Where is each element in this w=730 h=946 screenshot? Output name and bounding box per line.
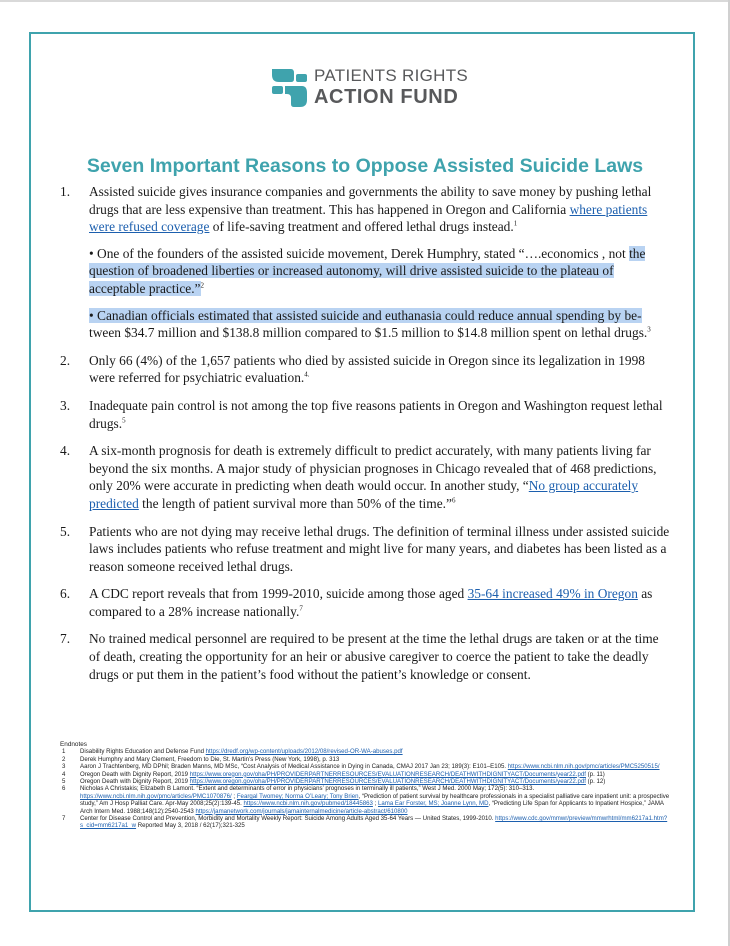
endnote-4 [60, 771, 672, 778]
reason-5 [60, 523, 673, 576]
reason-number: 5. [60, 523, 71, 539]
footnote-ref: 6 [451, 496, 456, 505]
endnote-text: Aaron J Trachtenberg, MD DPhil; Braden Manns, MD MSc, “Cost Analysis of Medical Assistance in Dying in Canada, CMAJ 2017 Jan 23; 189(3): E101–E105. [80, 763, 508, 771]
endnote-link[interactable]: https://www.ncbi.nlm.nih.gov/pmc/articles/PMC1070876/ [80, 792, 232, 800]
reason-number: 2. [60, 352, 71, 368]
endnote-link[interactable]: https://jamanetwork.com/journals/jamainternalmedicine/article-abstract/610800 [195, 807, 408, 815]
endnote-text: ; [372, 800, 378, 808]
endnote-2 [60, 756, 672, 763]
footnote-ref: 7 [299, 604, 303, 613]
footnote-ref: 3 [647, 325, 651, 334]
endnote-7 [60, 815, 672, 830]
endnotes-heading: Endnotes [60, 741, 88, 748]
reason-number: 7. [60, 631, 71, 647]
footnote-ref: 1 [513, 219, 518, 228]
footnote-ref: 5 [122, 416, 126, 425]
reason-text: of life-saving treatment and offered lethal drugs instead. [209, 219, 514, 235]
reason-6 [60, 585, 673, 620]
reason-2 [60, 352, 673, 387]
endnote-text: (p. 11) [585, 770, 605, 778]
logo-line1: PATIENTS RIGHTS [314, 66, 469, 85]
endnote-number: 4 [62, 770, 66, 778]
endnote-number: 3 [62, 763, 66, 771]
sub-point-canada [89, 307, 673, 342]
endnote-text: Center for Disease Control and Prevention, Morbidity and Mortality Weekly Report: Suicide Among Adults Aged 35-64 Years — United States, 1999-2010. [80, 815, 496, 823]
endnote-link[interactable]: Feargal Twomey; Norma O’Leary; Tony Brien [236, 792, 359, 800]
highlighted-text: Canadian officials estimated that assisted suicide and euthanasia could reduce annual spending by be- [93, 307, 642, 323]
refused-coverage-link[interactable]: where patients were refused coverage [89, 201, 648, 235]
footnote-ref: 4. [304, 370, 310, 379]
reason-text: No trained medical personnel are required to be present at the time the lethal drugs are taken or at the time of death, creating the opportunity for an heir or abusive caregiver to coerce the patient to take the deadly drugs or put them in the patient’s food without the patient’s knowledge or consent. [89, 631, 659, 682]
endnote-text: Reported May 3, 2018 / 62(17);321-325 [136, 822, 245, 830]
reason-3 [60, 397, 673, 432]
endnote-text: Disability Rights Education and Defense Fund [80, 748, 206, 756]
endnote-text: , “Predicting Life Span for Applicants to Inpatient Hospice,” JAMA Arch Intern Med. 1988;148(12):2540-2543 [80, 800, 664, 815]
highlighted-text: the question of broadened liberties or increased autonomy, will drive assisted suicide to the plateau of acceptable practice.” [89, 245, 646, 296]
reasons-list [60, 183, 673, 693]
endnote-number: 1 [62, 748, 66, 756]
top-edge [0, 0, 730, 2]
endnotes [60, 741, 672, 830]
endnote-text: (p. 12) [585, 778, 606, 786]
cdc-oregon-link[interactable]: 35-64 increased 49% in Oregon [467, 586, 638, 602]
reason-text: Assisted suicide gives insurance companies and governments the ability to save money by pushing lethal drugs that are less expensive than treatment. This has happened in Oregon and California [89, 184, 652, 217]
sub-point-text: One of the founders of the assisted suicide movement, Derek Humphry, stated “….economics , not [93, 245, 630, 261]
endnote-1 [60, 748, 672, 755]
endnote-link[interactable]: https://dredf.org/wp-content/uploads/2012/08/revised-OR-WA-abuses.pdf [205, 748, 403, 756]
reason-1 [60, 183, 673, 342]
endnote-text: ; [231, 792, 237, 800]
endnote-number: 6 [62, 785, 66, 793]
logo-line2: ACTION FUND [314, 86, 459, 108]
reason-text: A CDC report reveals that from 1999-2010, suicide among those aged [89, 586, 468, 602]
document-title: Seven Important Reasons to Oppose Assisted Suicide Laws [86, 155, 644, 177]
reason-text: Only 66 (4%) of the 1,657 patients who died by assisted suicide in Oregon since its legalization in 1998 were referred for psychiatric evaluation. [89, 352, 645, 386]
reason-text: Patients who are not dying may receive lethal drugs. The definition of terminal illness under assisted suicide laws includes patients who refuse treatment and might live for many years, and diabetes has been listed as a reason someone received lethal drugs. [89, 523, 670, 574]
endnote-6 [60, 785, 672, 815]
bullet-icon: • [89, 245, 94, 261]
reason-number: 1. [60, 184, 71, 199]
bullet-icon: • [89, 307, 94, 323]
sub-point-humphry [89, 245, 673, 298]
reason-number: 6. [60, 586, 71, 602]
reason-number: 4. [60, 443, 71, 459]
endnote-link[interactable]: https://www.oregon.gov/oha/PH/PROVIDERPARTNERRESOURCES/EVALUATIONRESEARCH/DEATHWITHDIGNITYACT/Documents/year22.pdf [189, 778, 586, 786]
no-group-predicted-link[interactable]: No group accurately predicted [89, 478, 639, 511]
endnote-link[interactable]: https://www.ncbi.nlm.nih.gov/pmc/articles/PMC5250515/ [507, 763, 660, 771]
endnote-link[interactable]: https://www.cdc.gov/mmwr/preview/mmwrhtml/mm6217a1.htm?s_cid=mm6217a1_w [80, 815, 668, 830]
reason-7 [60, 630, 673, 683]
logo-mark-icon [268, 66, 312, 110]
endnote-text: Nicholas A Christakis; Elizabeth B Lamont. “Extent and determinants of error in physicians’ prognoses in terminally ill patients,” West J Med. 2000 May; 172(5): 310–313. [80, 785, 535, 793]
reason-text: Inadequate pain control is not among the top five reasons patients in Oregon and Washington request lethal drugs. [89, 397, 663, 431]
endnote-number: 5 [62, 778, 66, 786]
endnote-number: 2 [62, 755, 66, 763]
endnote-link[interactable]: Lama Ear Forster, MS; Joanne Lynn, MD [377, 800, 489, 808]
reason-4 [60, 442, 673, 512]
endnote-number: 7 [62, 815, 66, 823]
endnote-5 [60, 778, 672, 785]
footnote-ref: 2 [200, 281, 204, 290]
reason-text: the length of patient survival more than 50% of the time.” [138, 495, 452, 511]
endnote-text: Oregon Death with Dignity Report, 2019 [80, 770, 190, 778]
endnote-3 [60, 763, 672, 770]
sub-point-text: tween $34.7 million and $138.8 million compared to $1.5 million to $14.8 million spent on lethal drugs. [89, 325, 648, 341]
reason-text: as compared to a 28% increase nationally. [89, 586, 653, 619]
endnote-text: Derek Humphry and Mary Clement, Freedom to Die, St. Martin’s Press (New York, 1998), p. 313 [80, 755, 340, 763]
endnote-link[interactable]: https://www.oregon.gov/oha/PH/PROVIDERPARTNERRESOURCES/EVALUATIONRESEARCH/DEATHWITHDIGNITYACT/Documents/year22.pdf [189, 770, 586, 778]
reason-text: A six-month prognosis for death is extremely difficult to predict accurately, with many patients living far beyond the six months. A major study of physician prognoses in Chicago revealed that of 468 predictions, only 20% were accurate in predicting when death would occur. In another study, “ [89, 443, 657, 494]
endnote-text: , “Prediction of patient survival by healthcare professionals in a specialist palliative care inpatient unit: a prospective study,” Am J Hosp Palliat Care. Apr-May 2008;25(2):139-45. [80, 792, 670, 808]
reason-number: 3. [60, 397, 71, 413]
endnote-link[interactable]: https://www.ncbi.nlm.nih.gov/pubmed/18445863 [243, 800, 373, 808]
endnote-text: Oregon Death with Dignity Report, 2019 [80, 778, 190, 786]
